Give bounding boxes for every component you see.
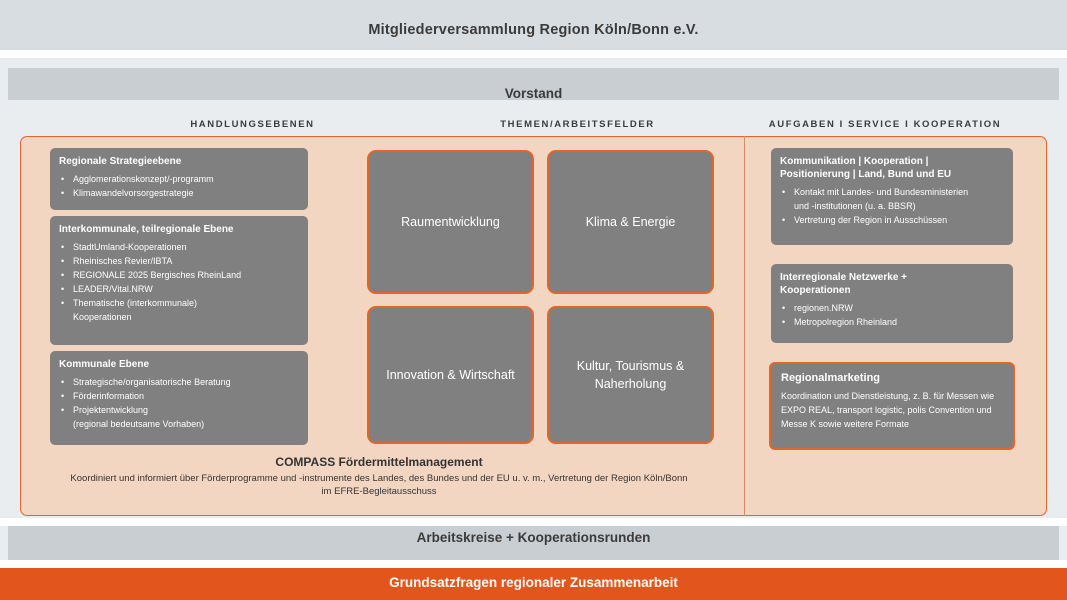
list-item: • Metropolregion Rheinland: [780, 315, 1004, 329]
list-item: • StadtUmland-Kooperationen: [59, 240, 299, 254]
list-item: • Agglomerationskonzept/-programm: [59, 172, 299, 186]
list-item: • Rheinisches Revier/IBTA: [59, 254, 299, 268]
list-item: • Kontakt mit Landes- und Bundesministerien: [780, 185, 1004, 199]
compass-text-line2: im EFRE-Begleitausschuss: [321, 486, 437, 497]
bottom-title: Grundsatzfragen regionaler Zusammenarbeit: [389, 575, 678, 590]
box-title: Interkommunale, teilregionale Ebene: [59, 224, 234, 235]
list-item: • Förderinformation: [59, 389, 299, 403]
box-interkommunale-ebene: [50, 216, 308, 345]
list-item: • REGIONALE 2025 Bergisches RheinLand: [59, 268, 299, 282]
list-item: • LEADER/Vital.NRW: [59, 282, 299, 296]
box-list: [59, 240, 299, 324]
list-item: • Klimawandelvorsorgestrategie: [59, 186, 299, 200]
theme-kultur-tourismus[interactable]: Kultur, Tourismus & Naherholung: [547, 306, 714, 444]
box-title-line1: Interregionale Netzwerke +: [780, 272, 907, 283]
box-list: [59, 375, 299, 431]
band-gap-2: [0, 518, 1067, 526]
panel-divider: [744, 136, 745, 516]
column-header-themen: THEMEN/ARBEITSFELDER: [500, 119, 655, 130]
box-title-line2: Positionierung | Land, Bund und EU: [780, 169, 952, 180]
list-item: • Projektentwicklung: [59, 403, 299, 417]
box-title-line2: Kooperationen: [780, 285, 851, 296]
list-item-continued: und -institutionen (u. a. BBSR): [794, 201, 916, 211]
box-text: Koordination und Dienstleistung, z. B. für Messen wie EXPO REAL, transport logistic, polis Convention und Messe K sowie weitere Formate: [781, 391, 995, 429]
compass-title: COMPASS Fördermittelmanagement: [275, 455, 483, 469]
theme-innovation-wirtschaft[interactable]: Innovation & Wirtschaft: [367, 306, 534, 444]
compass-block: [25, 455, 733, 498]
box-list: [780, 301, 1004, 329]
theme-klima-energie[interactable]: Klima & Energie: [547, 150, 714, 294]
box-interregionale-netzwerke: [771, 264, 1013, 343]
box-title: Regionalmarketing: [781, 372, 881, 384]
list-item: • regionen.NRW: [780, 301, 1004, 315]
theme-raumentwicklung[interactable]: Raumentwicklung: [367, 150, 534, 294]
list-item: • Strategische/organisatorische Beratung: [59, 375, 299, 389]
box-title-line1: Kommunikation | Kooperation |: [780, 156, 929, 167]
list-item-continued: Kooperationen: [73, 312, 132, 322]
box-list: [59, 172, 299, 200]
box-regionale-strategieebene: [50, 148, 308, 210]
list-item: • Vertretung der Region in Ausschüssen: [780, 213, 1004, 227]
working-groups-title: Arbeitskreise + Kooperationsrunden: [416, 530, 651, 545]
board-title: Vorstand: [504, 86, 563, 101]
box-list: [780, 185, 1004, 227]
box-title: Kommunale Ebene: [59, 359, 150, 370]
assembly-title: Mitgliederversammlung Region Köln/Bonn e.V.: [368, 22, 699, 38]
column-header-handlungsebenen: HANDLUNGSEBENEN: [190, 119, 315, 130]
band-gap-1: [0, 50, 1067, 58]
list-item: • Thematische (interkommunale): [59, 296, 299, 310]
compass-text-line1: Koordiniert und informiert über Förderprogramme und -instrumente des Landes, des Bundes und der EU u. v. m., Vertretung der Region Köln/Bonn: [70, 473, 688, 484]
list-item-continued: (regional bedeutsame Vorhaben): [73, 419, 205, 429]
box-regionalmarketing[interactable]: [769, 362, 1015, 450]
box-title: Regionale Strategieebene: [59, 156, 182, 167]
column-header-aufgaben: AUFGABEN I SERVICE I KOOPERATION: [768, 119, 1002, 130]
box-kommunale-ebene: [50, 351, 308, 445]
box-kommunikation-kooperation: [771, 148, 1013, 245]
band-gap-3: [0, 560, 1067, 568]
